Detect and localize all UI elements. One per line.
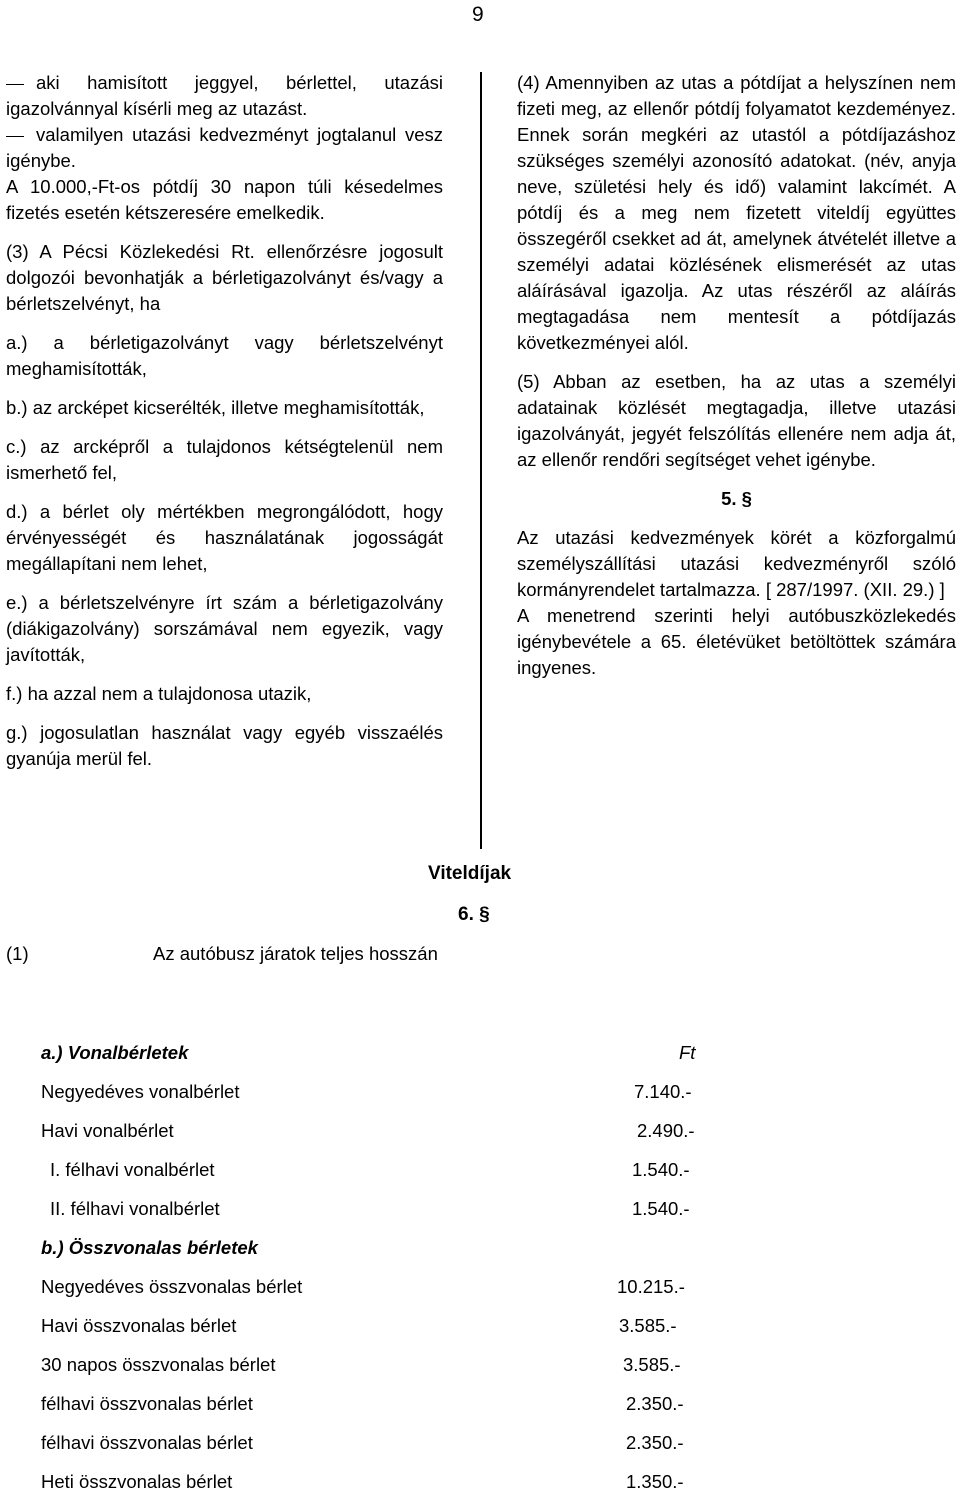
page-number: 9 <box>472 3 484 26</box>
fare-price: 7.140.- <box>634 1081 692 1102</box>
paragraph-3: (3) A Pécsi Közlekedési Rt. ellenőrzésre jogosult dolgozói bevonhatják a bérletigazolványt és/vagy a bérletszelvényt, ha <box>6 241 443 314</box>
group-b-title: b.) Összvonalas bérletek <box>41 1237 258 1258</box>
fare-name: Havi összvonalas bérlet <box>41 1315 237 1336</box>
table-row <box>41 1430 721 1469</box>
free-travel-paragraph: A menetrend szerinti helyi autóbuszközlekedés igénybevétele a 65. életévüket betöltöttek számára ingyenes. <box>517 605 956 678</box>
paragraph-4: (4) Amennyiben az utas a pótdíjat a helyszínen nem fizeti meg, az ellenőr pótdíj folyamatot kezdeményez. Ennek során megkéri az utastól a pótdíjazáshoz szükséges személyi azonosító adatokat. (név, anyja neve, születési hely és idő) valamint lakcímét. A pótdíj és a meg nem fizetett viteldíj együttes összegéről csekket ad át, amelynek átvételét illetve a személyi adatai közlésének elismerését az utas aláírásával igazolja. Az utas részéről az aláírás megtagadása nem mentesít a pótdíjazás következményei alól. <box>517 72 956 353</box>
fare-name: Havi vonalbérlet <box>41 1120 174 1141</box>
case-a: a.) a bérletigazolványt vagy bérletszelvényt meghamisították, <box>6 332 443 379</box>
list-item: aki hamisított jeggyel, bérlettel, utazási igazolvánnyal kísérli meg az utazást. <box>6 72 443 119</box>
left-column <box>6 70 443 785</box>
paragraph-5: (5) Abban az esetben, ha az utas a személyi adatainak közlését megtagadja, illetve utazási igazolványát, jegyét felszólítás ellenére nem adja át, az ellenőr rendőri segítséget vehet igénybe. <box>517 371 956 470</box>
surcharge-note: A 10.000,-Ft-os pótdíj 30 napon túli késedelmes fizetés esetén kétszeresére emelkedik. <box>6 176 443 223</box>
fare-name: Negyedéves összvonalas bérlet <box>41 1276 303 1297</box>
dash-bullet-icon <box>6 84 24 85</box>
discount-paragraph: Az utazási kedvezmények körét a közforgalmú személyszállítási utazási kedvezményről szóló kormányrendelet tartalmazza. [ 287/1997. (XII. 29.) ] <box>517 527 956 600</box>
column-divider <box>480 72 482 849</box>
fare-intro-number: (1) <box>6 943 29 964</box>
list-item: valamilyen utazási kedvezményt jogtalanul vesz igénybe. <box>6 124 443 171</box>
fare-price: 2.490.- <box>637 1120 695 1141</box>
table-row <box>41 1352 721 1391</box>
fare-name: Negyedéves vonalbérlet <box>41 1081 240 1102</box>
fare-name: Heti összvonalas bérlet <box>41 1471 233 1492</box>
table-row <box>41 1313 721 1352</box>
fare-name: félhavi összvonalas bérlet <box>41 1393 253 1414</box>
fare-price: 2.350.- <box>626 1393 684 1414</box>
fare-table <box>41 1040 721 1508</box>
fare-name: II. félhavi vonalbérlet <box>50 1198 220 1219</box>
dash-bullet-icon <box>6 136 24 137</box>
case-c: c.) az arcképről a tulajdonos kétségtelenül nem ismerhető fel, <box>6 436 443 483</box>
fare-name: félhavi összvonalas bérlet <box>41 1432 253 1453</box>
unit-label: Ft <box>679 1042 696 1063</box>
case-d: d.) a bérlet oly mértékben megrongálódott, hogy érvényességét és használatának jogosságát megállapítani nem lehet, <box>6 501 443 574</box>
fare-group-a-header <box>41 1040 721 1079</box>
fare-price: 1.350.- <box>626 1471 684 1492</box>
table-row <box>41 1118 721 1157</box>
case-b: b.) az arcképet kicserélték, illetve meghamisították, <box>6 397 425 418</box>
fare-price: 3.585.- <box>623 1354 681 1375</box>
section-5-heading: 5. § <box>721 488 752 509</box>
fare-price: 1.540.- <box>632 1159 690 1180</box>
group-a-title: a.) Vonalbérletek <box>41 1042 189 1063</box>
fare-group-b-header <box>41 1235 721 1274</box>
table-row <box>41 1196 721 1235</box>
fare-price: 1.540.- <box>632 1198 690 1219</box>
fare-intro-text: Az autóbusz járatok teljes hosszán <box>153 943 438 964</box>
right-column <box>517 70 956 694</box>
section-6-number: 6. § <box>458 904 490 925</box>
table-row <box>41 1274 721 1313</box>
case-f: f.) ha azzal nem a tulajdonosa utazik, <box>6 683 312 704</box>
fare-name: I. félhavi vonalbérlet <box>50 1159 215 1180</box>
fare-name: 30 napos összvonalas bérlet <box>41 1354 276 1375</box>
fare-price: 10.215.- <box>617 1276 685 1297</box>
section-6-title: Viteldíjak <box>428 863 512 884</box>
table-row <box>41 1079 721 1118</box>
fare-price: 2.350.- <box>626 1432 684 1453</box>
case-g: g.) jogosulatlan használat vagy egyéb visszaélés gyanúja merül fel. <box>6 722 443 769</box>
fare-price: 3.585.- <box>619 1315 677 1336</box>
table-row <box>41 1391 721 1430</box>
table-row <box>41 1469 721 1508</box>
case-e: e.) a bérletszelvényre írt szám a bérletigazolvány (diákigazolvány) sorszámával nem egyezik, vagy javították, <box>6 592 443 665</box>
table-row <box>41 1157 721 1196</box>
